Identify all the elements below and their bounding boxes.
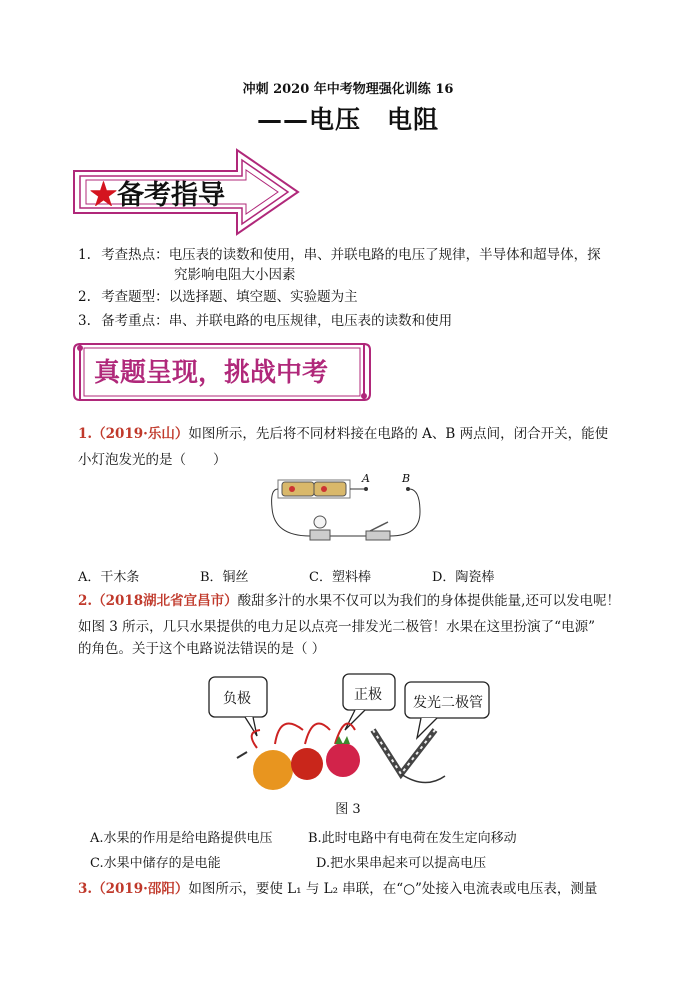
- guide-item-2: [78, 287, 358, 307]
- option-d: D.把水果串起来可以提高电压: [316, 856, 487, 871]
- fruit-battery-figure: [205, 672, 495, 794]
- option-b: B．铜丝: [200, 570, 249, 585]
- exam-banner: [72, 338, 372, 406]
- guide-num: 3.: [78, 313, 91, 329]
- guide-text: 电压表的读数和使用，串、并联电路的电压了规律，半导体和超导体，探: [168, 247, 601, 263]
- guide-num: 2.: [78, 289, 91, 305]
- guide-banner: [72, 146, 302, 238]
- circuit-figure: [270, 472, 430, 548]
- figure-caption: 图 3: [335, 802, 361, 817]
- guide-text: 以选择题、填空题、实验题为主: [168, 289, 358, 305]
- exam-banner-title: 真题呈现，挑战中考: [94, 358, 329, 388]
- question-number: 1.: [78, 426, 93, 442]
- guide-item-3: [78, 311, 452, 331]
- question-2-line-2: 如图 3 所示，几只水果提供的电力足以点亮一排发光二极管！水果在这里扮演了“电源”: [78, 619, 595, 635]
- question-text: 如图所示，要使 L₁ 与 L₂ 串联，在“○”处接入电流表或电压表，测量: [188, 881, 598, 897]
- question-2-line-3: 的角色。关于这个电路说法错误的是（ ）: [78, 641, 326, 657]
- option-c: C.水果中储存的是电能: [90, 856, 221, 871]
- guide-item-1-cont: 究影响电阻大小因素: [174, 267, 296, 283]
- guide-banner-title: 备考指导: [117, 180, 225, 211]
- circuit-diagram: [270, 478, 430, 548]
- page-title: ——电压 电阻: [256, 105, 439, 134]
- subtitle: 冲刺 2020 年中考物理强化训练 16: [242, 82, 454, 97]
- question-number: 3.: [78, 881, 93, 897]
- guide-item-1: [78, 245, 601, 265]
- guide-label: 备考重点：: [101, 313, 169, 329]
- point-b-label: B: [402, 472, 411, 485]
- option-a: A．干木条: [78, 570, 140, 585]
- question-2-line-1: [78, 588, 620, 614]
- question-number: 2.: [78, 593, 93, 609]
- question-text: 如图所示，先后将不同材料接在电路的 A、B 两点间，闭合开关，能使: [188, 426, 609, 442]
- question-1-line-2: 小灯泡发光的是（ ）: [78, 452, 227, 468]
- question-3-line-1: [78, 876, 597, 902]
- option-b: B.此时电路中有电荷在发生定向移动: [308, 831, 517, 846]
- guide-num: 1.: [78, 247, 91, 263]
- callout-negative: 负极: [223, 691, 251, 707]
- question-source: （2019·邵阳）: [92, 881, 189, 897]
- question-1-line-1: [78, 421, 608, 447]
- option-c: C．塑料棒: [309, 570, 371, 585]
- callout-positive: 正极: [354, 687, 382, 703]
- option-d: D．陶瓷棒: [432, 570, 495, 585]
- question-source: （2018湖北省宜昌市）: [92, 593, 238, 609]
- callout-led: 发光二极管: [413, 695, 483, 711]
- question-text: 酸甜多汁的水果不仅可以为我们的身体提供能量,还可以发电呢！: [237, 593, 620, 609]
- guide-label: 考查题型：: [101, 289, 169, 305]
- option-a: A.水果的作用是给电路提供电压: [90, 831, 273, 846]
- question-source: （2019·乐山）: [92, 426, 189, 442]
- star-icon: ★: [90, 180, 117, 211]
- point-a-label: A: [362, 472, 370, 485]
- guide-text: 串、并联电路的电压规律，电压表的读数和使用: [168, 313, 453, 329]
- guide-label: 考查热点：: [101, 247, 169, 263]
